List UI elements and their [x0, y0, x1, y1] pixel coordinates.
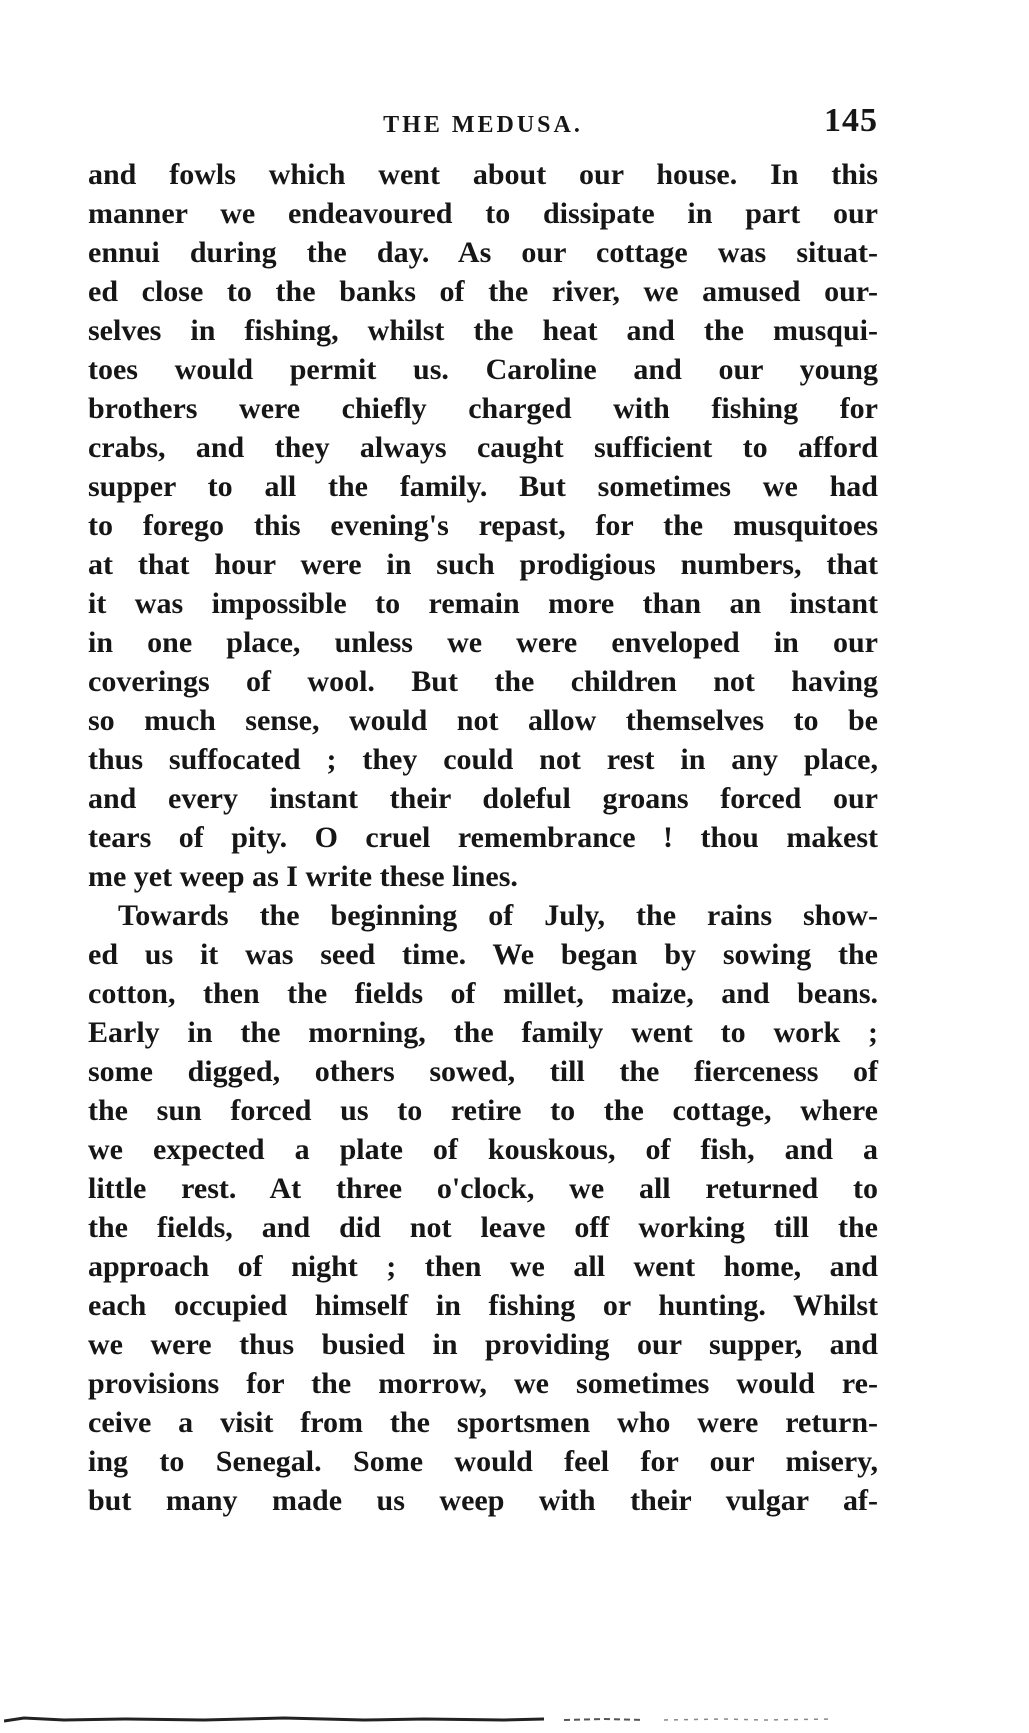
text-line: ed close to the banks of the river, we amused our- — [88, 275, 878, 308]
text-line: ed us it was seed time. We began by sowing the — [88, 938, 878, 971]
text-line: we were thus busied in providing our supper, and — [88, 1328, 878, 1361]
text-line: ceive a visit from the sportsmen who were return- — [88, 1406, 878, 1439]
text-line: little rest. At three o'clock, we all returned to — [88, 1172, 878, 1205]
text-line: Towards the beginning of July, the rains show- — [118, 899, 878, 932]
text-line: ing to Senegal. Some would feel for our misery, — [88, 1445, 878, 1478]
page-number: 145 — [824, 102, 878, 139]
text-line: each occupied himself in fishing or hunting. Whilst — [88, 1289, 878, 1322]
text-line: crabs, and they always caught sufficient to afford — [88, 431, 878, 464]
text-line: the sun forced us to retire to the cottage, where — [88, 1094, 878, 1127]
text-line: thus suffocated ; they could not rest in any place, — [88, 743, 878, 776]
text-line: approach of night ; then we all went home, and — [88, 1250, 878, 1283]
text-line: selves in fishing, whilst the heat and the musqui- — [88, 314, 878, 347]
running-head — [88, 100, 878, 144]
text-line: to forego this evening's repast, for the musquitoes — [88, 509, 878, 542]
text-line: provisions for the morrow, we sometimes would re- — [88, 1367, 878, 1400]
text-line: we expected a plate of kouskous, of fish, and a — [88, 1133, 878, 1166]
text-line: toes would permit us. Caroline and our young — [88, 353, 878, 386]
text-line: it was impossible to remain more than an instant — [88, 587, 878, 620]
text-line: and every instant their doleful groans forced our — [88, 782, 878, 815]
scan-edge-rule — [4, 1712, 834, 1726]
text-line: ennui during the day. As our cottage was situat- — [88, 236, 878, 269]
text-line: tears of pity. O cruel remembrance ! thou makest — [88, 821, 878, 854]
text-line: me yet weep as I write these lines. — [88, 860, 518, 893]
text-line: so much sense, would not allow themselves to be — [88, 704, 878, 737]
text-line: the fields, and did not leave off working till the — [88, 1211, 878, 1244]
text-line: coverings of wool. But the children not having — [88, 665, 878, 698]
text-line: at that hour were in such prodigious numbers, that — [88, 548, 878, 581]
text-line: brothers were chiefly charged with fishing for — [88, 392, 878, 425]
text-line: in one place, unless we were enveloped in our — [88, 626, 878, 659]
body-text — [88, 155, 878, 1520]
text-line: cotton, then the fields of millet, maize, and beans. — [88, 977, 878, 1010]
running-title: THE MEDUSA. — [383, 112, 583, 138]
text-line: some digged, others sowed, till the fierceness of — [88, 1055, 878, 1088]
text-line: Early in the morning, the family went to work ; — [88, 1016, 878, 1049]
text-line: and fowls which went about our house. In this — [88, 158, 878, 191]
text-line: but many made us weep with their vulgar af- — [88, 1484, 878, 1517]
text-line: supper to all the family. But sometimes we had — [88, 470, 878, 503]
text-line: manner we endeavoured to dissipate in part our — [88, 197, 878, 230]
